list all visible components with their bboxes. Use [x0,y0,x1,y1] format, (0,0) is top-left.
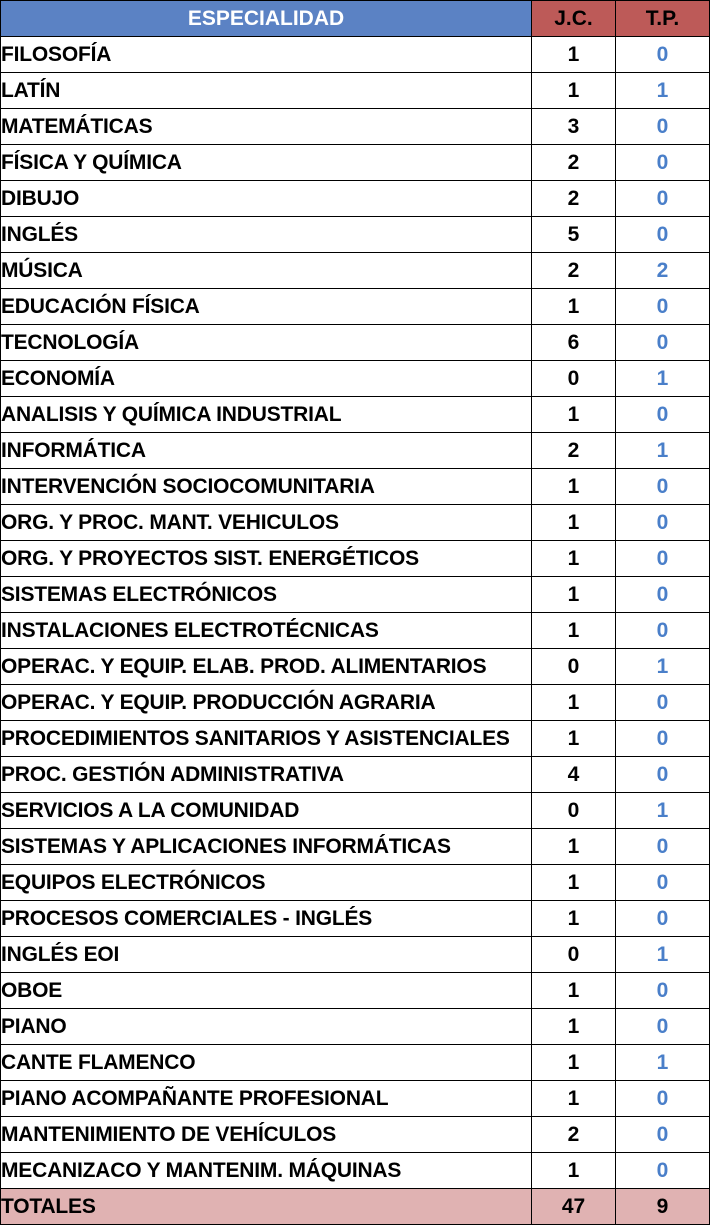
table-row [1,325,710,361]
jc-cell: 1 [532,1081,616,1117]
tp-cell: 0 [616,37,710,73]
especialidad-cell: PIANO ACOMPAÑANTE PROFESIONAL [1,1081,532,1117]
jc-cell: 2 [532,253,616,289]
jc-cell: 1 [532,685,616,721]
tp-cell: 0 [616,1081,710,1117]
table-row [1,37,710,73]
especialidad-cell: SISTEMAS Y APLICACIONES INFORMÁTICAS [1,829,532,865]
jc-cell: 2 [532,433,616,469]
tp-cell: 0 [616,829,710,865]
especialidad-cell: LATÍN [1,73,532,109]
especialidad-cell: OBOE [1,973,532,1009]
especialidad-cell: PROCEDIMIENTOS SANITARIOS Y ASISTENCIALES [1,721,532,757]
jc-cell: 1 [532,865,616,901]
jc-cell: 0 [532,793,616,829]
especialidad-cell: SERVICIOS A LA COMUNIDAD [1,793,532,829]
tp-cell: 0 [616,289,710,325]
jc-cell: 1 [532,397,616,433]
tp-cell: 0 [616,541,710,577]
especialidad-cell: INGLÉS [1,217,532,253]
jc-cell: 1 [532,901,616,937]
table-body [1,37,710,1189]
especialidad-cell: MECANIZACO Y MANTENIM. MÁQUINAS [1,1153,532,1189]
table-row [1,757,710,793]
jc-cell: 1 [532,973,616,1009]
especialidad-cell: PROC. GESTIÓN ADMINISTRATIVA [1,757,532,793]
totals-row [1,1189,710,1225]
especialidad-cell: FILOSOFÍA [1,37,532,73]
especialidad-cell: ANALISIS Y QUÍMICA INDUSTRIAL [1,397,532,433]
jc-cell: 1 [532,1153,616,1189]
especialidad-cell: INGLÉS EOI [1,937,532,973]
jc-cell: 3 [532,109,616,145]
especialidad-cell: MANTENIMIENTO DE VEHÍCULOS [1,1117,532,1153]
tp-cell: 1 [616,793,710,829]
table-row [1,973,710,1009]
table-row [1,433,710,469]
jc-cell: 1 [532,289,616,325]
totals-label: TOTALES [1,1189,532,1225]
tp-cell: 0 [616,865,710,901]
totals-jc: 47 [532,1189,616,1225]
especialidad-cell: ORG. Y PROYECTOS SIST. ENERGÉTICOS [1,541,532,577]
especialidad-cell: FÍSICA Y QUÍMICA [1,145,532,181]
table-row [1,793,710,829]
tp-cell: 1 [616,649,710,685]
table-row [1,829,710,865]
jc-cell: 0 [532,649,616,685]
tp-cell: 0 [616,397,710,433]
especialidad-cell: TECNOLOGÍA [1,325,532,361]
jc-cell: 2 [532,181,616,217]
especialidad-cell: ORG. Y PROC. MANT. VEHICULOS [1,505,532,541]
header-especialidad: ESPECIALIDAD [1,1,532,37]
jc-cell: 6 [532,325,616,361]
jc-cell: 0 [532,361,616,397]
table-row [1,721,710,757]
table-row [1,181,710,217]
jc-cell: 1 [532,541,616,577]
tp-cell: 0 [616,685,710,721]
table-row [1,397,710,433]
jc-cell: 1 [532,721,616,757]
tp-cell: 1 [616,1045,710,1081]
table-row [1,361,710,397]
table-row [1,145,710,181]
especialidad-cell: EDUCACIÓN FÍSICA [1,289,532,325]
jc-cell: 1 [532,469,616,505]
table-row [1,649,710,685]
tp-cell: 0 [616,217,710,253]
table-row [1,937,710,973]
table-row [1,73,710,109]
especialidad-cell: ECONOMÍA [1,361,532,397]
especialidad-cell: INFORMÁTICA [1,433,532,469]
tp-cell: 1 [616,433,710,469]
tp-cell: 0 [616,145,710,181]
tp-cell: 0 [616,181,710,217]
header-tp: T.P. [616,1,710,37]
table-row [1,253,710,289]
especialidad-cell: MÚSICA [1,253,532,289]
jc-cell: 2 [532,1117,616,1153]
tp-cell: 1 [616,361,710,397]
tp-cell: 0 [616,901,710,937]
especialidad-cell: SISTEMAS ELECTRÓNICOS [1,577,532,613]
tp-cell: 0 [616,325,710,361]
table-row [1,1153,710,1189]
jc-cell: 1 [532,577,616,613]
jc-cell: 1 [532,1009,616,1045]
table-row [1,577,710,613]
table-row [1,865,710,901]
especialidad-cell: CANTE FLAMENCO [1,1045,532,1081]
especialidad-cell: PROCESOS COMERCIALES - INGLÉS [1,901,532,937]
table-row [1,505,710,541]
jc-cell: 4 [532,757,616,793]
tp-cell: 0 [616,469,710,505]
table-row [1,901,710,937]
tp-cell: 0 [616,1153,710,1189]
especialidad-cell: OPERAC. Y EQUIP. PRODUCCIÓN AGRARIA [1,685,532,721]
tp-cell: 2 [616,253,710,289]
table-row [1,109,710,145]
especialidad-cell: EQUIPOS ELECTRÓNICOS [1,865,532,901]
table-row [1,541,710,577]
jc-cell: 1 [532,505,616,541]
tp-cell: 0 [616,577,710,613]
jc-cell: 1 [532,37,616,73]
header-jc: J.C. [532,1,616,37]
table-row [1,289,710,325]
tp-cell: 0 [616,613,710,649]
table-row [1,1045,710,1081]
especialidad-cell: MATEMÁTICAS [1,109,532,145]
especialidad-cell: DIBUJO [1,181,532,217]
tp-cell: 0 [616,721,710,757]
jc-cell: 1 [532,613,616,649]
tp-cell: 0 [616,505,710,541]
tp-cell: 0 [616,109,710,145]
tp-cell: 0 [616,973,710,1009]
jc-cell: 5 [532,217,616,253]
tp-cell: 1 [616,73,710,109]
jc-cell: 1 [532,1045,616,1081]
table-row [1,469,710,505]
jc-cell: 0 [532,937,616,973]
table-row [1,1117,710,1153]
totals-tp: 9 [616,1189,710,1225]
tp-cell: 0 [616,757,710,793]
table-row [1,1009,710,1045]
header-row [1,1,710,37]
tp-cell: 0 [616,1009,710,1045]
especialidad-cell: INSTALACIONES ELECTROTÉCNICAS [1,613,532,649]
especialidad-cell: INTERVENCIÓN SOCIOCOMUNITARIA [1,469,532,505]
table-row [1,217,710,253]
tp-cell: 0 [616,1117,710,1153]
jc-cell: 1 [532,73,616,109]
tp-cell: 1 [616,937,710,973]
table-row [1,685,710,721]
especialidad-cell: OPERAC. Y EQUIP. ELAB. PROD. ALIMENTARIOS [1,649,532,685]
table-row [1,1081,710,1117]
table-row [1,613,710,649]
jc-cell: 1 [532,829,616,865]
jc-cell: 2 [532,145,616,181]
especialidad-cell: PIANO [1,1009,532,1045]
